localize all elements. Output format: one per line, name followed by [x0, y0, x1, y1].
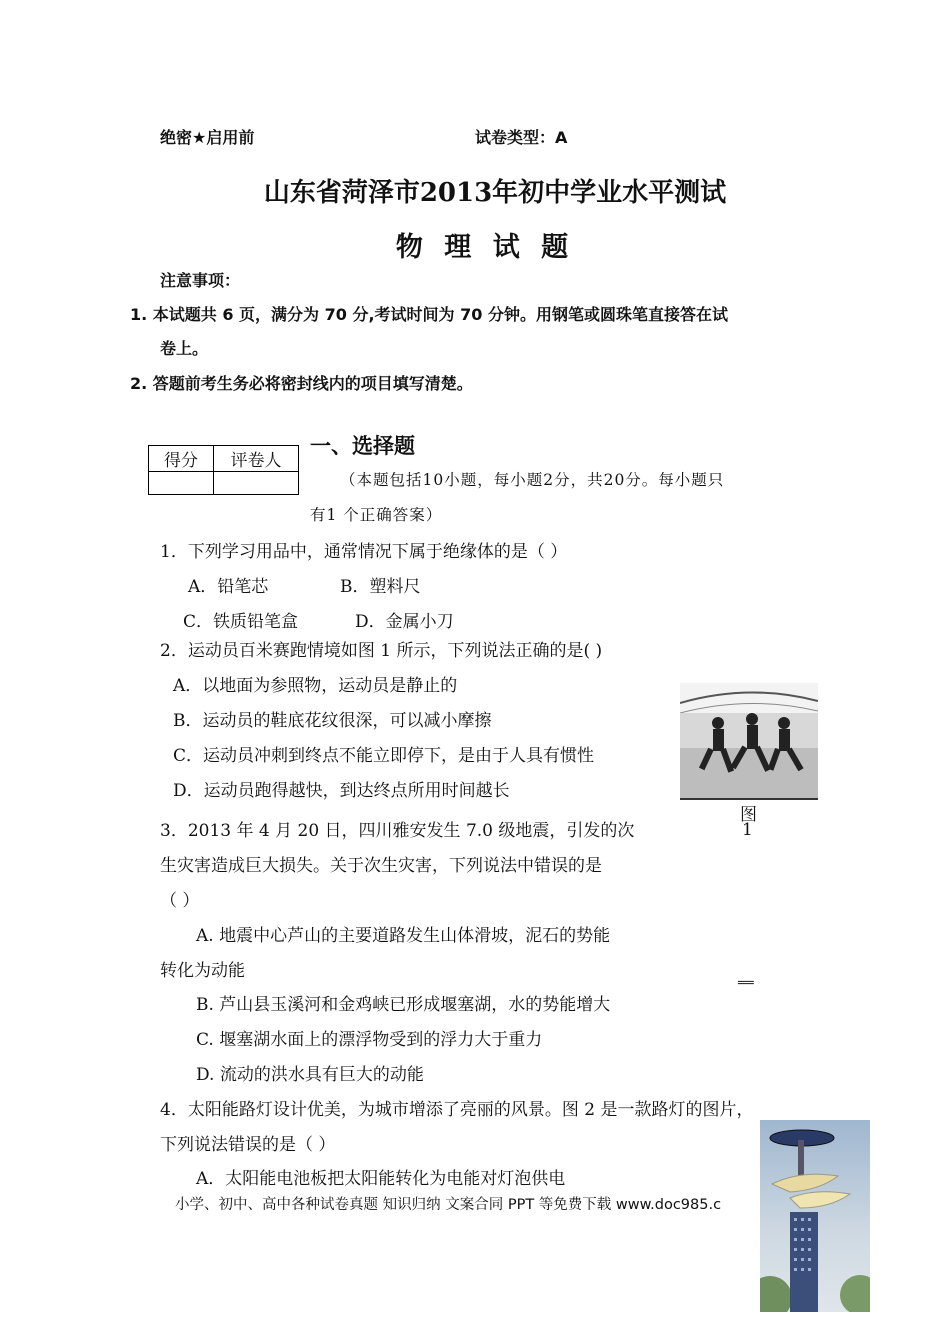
page-title: 山东省菏泽市2013年初中学业水平测试 — [263, 178, 727, 208]
paper-type-label: 试卷类型：A — [475, 128, 568, 147]
q4-stem-2: 下列说法错误的是（ ） — [160, 1135, 336, 1155]
figure-1-caption-number: 1 — [742, 820, 753, 840]
q4-stem-1: 4．太阳能路灯设计优美，为城市增添了亮丽的风景。图 2 是一款路灯的图片， — [160, 1100, 754, 1120]
score-cell — [149, 472, 214, 495]
secret-label: 绝密★启用前 — [160, 128, 255, 147]
q1-option-a: A．铅笔芯 — [188, 577, 269, 597]
notice-item-1: 1. 本试题共 6 页，满分为 70 分,考试时间为 70 分钟。用钢笔或圆珠笔直接答在试 — [130, 305, 728, 324]
score-header: 得分 — [149, 446, 214, 472]
figure-1-runners-image — [680, 683, 818, 800]
q1-stem: 1．下列学习用品中，通常情况下属于绝缘体的是（ ） — [160, 542, 568, 562]
figure-2-street-lamp-image — [760, 1120, 870, 1312]
notice-item-1-cont: 卷上。 — [160, 339, 209, 358]
q3-stem-2: 生灾害造成巨大损失。关于次生灾害，下列说法中错误的是 — [160, 856, 602, 876]
q3-stem-1: 3．2013 年 4 月 20 日，四川雅安发生 7.0 级地震，引发的次 — [160, 821, 635, 841]
q1-option-d: D．金属小刀 — [355, 612, 454, 632]
section-heading: 一、选择题 — [310, 434, 415, 458]
score-table — [148, 445, 299, 495]
grader-header: 评卷人 — [214, 446, 299, 472]
q3-stem-3: （ ） — [160, 891, 200, 911]
q2-option-d: D．运动员跑得越快，到达终点所用时间越长 — [173, 781, 510, 801]
q3-option-c: C. 堰塞湖水面上的漂浮物受到的浮力大于重力 — [196, 1030, 543, 1050]
q1-option-c: C．铁质铅笔盒 — [183, 612, 299, 632]
stray-mark: ══ — [738, 976, 754, 991]
q3-option-b: B. 芦山县玉溪河和金鸡峡已形成堰塞湖，水的势能增大 — [196, 995, 611, 1015]
grader-cell — [214, 472, 299, 495]
q3-option-a-cont: 转化为动能 — [160, 961, 245, 981]
q3-option-d: D. 流动的洪水具有巨大的动能 — [196, 1065, 424, 1085]
page-subtitle: 物 理 试 题 — [395, 232, 575, 263]
q2-option-a: A．以地面为参照物，运动员是静止的 — [173, 676, 458, 696]
q2-stem: 2．运动员百米赛跑情境如图 1 所示，下列说法正确的是( ) — [160, 641, 603, 661]
section-description-cont: 有1 个正确答案） — [310, 506, 443, 524]
q4-option-a: A．太阳能电池板把太阳能转化为电能对灯泡供电 — [196, 1169, 566, 1189]
q2-option-c: C．运动员冲刺到终点不能立即停下，是由于人具有惯性 — [173, 746, 595, 766]
notice-label: 注意事项： — [160, 271, 241, 290]
figure-1-caption: 图 — [740, 805, 757, 825]
q1-option-b: B．塑料尺 — [340, 577, 421, 597]
footer-text: 小学、初中、高中各种试卷真题 知识归纳 文案合同 PPT 等免费下载 www.doc985.c — [175, 1197, 722, 1213]
section-description: （本题包括10小题，每小题2分，共20分。每小题只 — [340, 471, 725, 489]
q3-option-a: A. 地震中心芦山的主要道路发生山体滑坡，泥石的势能 — [196, 926, 611, 946]
q2-option-b: B．运动员的鞋底花纹很深，可以减小摩擦 — [173, 711, 492, 731]
notice-item-2: 2. 答题前考生务必将密封线内的项目填写清楚。 — [130, 374, 473, 393]
